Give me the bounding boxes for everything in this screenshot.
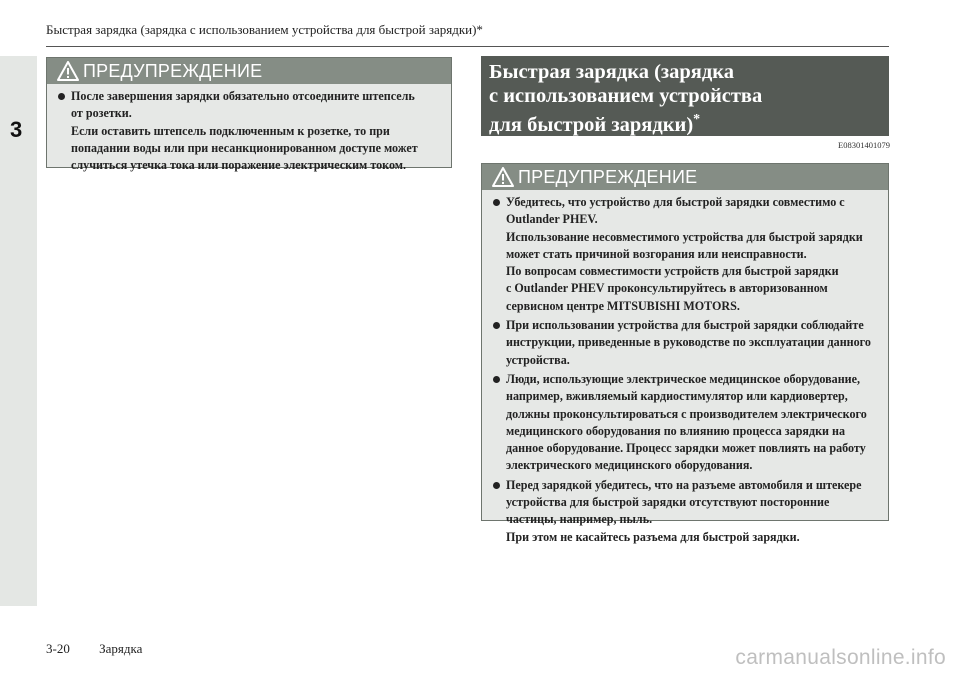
warning-line: Люди, использующие электрическое медицинское оборудование, <box>506 371 861 386</box>
section-title-line <box>489 108 881 137</box>
warning-line: данное оборудование. Процесс зарядки может повлиять на работу <box>506 441 866 456</box>
warning-line: попадании воды или при несанкционированном доступе может <box>71 140 418 155</box>
warning-triangle-icon <box>57 61 79 81</box>
warning-line: медицинского оборудования по влиянию процесса зарядки на <box>506 423 846 438</box>
warning-line: Убедитесь, что устройство для быстрой зарядки совместимо с <box>506 195 845 209</box>
warning-header <box>482 164 888 190</box>
warning-line: от розетки. <box>71 106 132 121</box>
warning-line: Перед зарядкой убедитесь, что на разъеме автомобиля и штекере <box>506 477 862 492</box>
warning-body <box>482 190 888 552</box>
chapter-number: 3 <box>10 117 23 142</box>
section-title-banner <box>481 56 889 136</box>
warning-bullet <box>492 477 880 546</box>
warning-bullet <box>492 371 880 475</box>
warning-line: должны проконсультироваться с производителем электрического <box>506 406 867 421</box>
page-footer <box>46 641 142 657</box>
warning-line: инструкции, приведенные в руководстве по эксплуатации данного <box>506 335 871 350</box>
warning-line: электрического медицинского оборудования. <box>506 458 753 473</box>
page-number: 3-20 <box>46 641 70 656</box>
warning-title: ПРЕДУПРЕЖДЕНИЕ <box>518 166 698 187</box>
header-divider <box>46 46 889 47</box>
warning-line: Использование несовместимого устройства для быстрой зарядки <box>506 229 863 244</box>
warning-line: с Outlander PHEV проконсультируйтесь в авторизованном <box>506 281 828 296</box>
section-title-line: Быстрая зарядка (зарядка <box>489 61 734 83</box>
warning-line: По вопросам совместимости устройств для быстрой зарядки <box>506 264 839 279</box>
warning-line: сервисном центре MITSUBISHI MOTORS. <box>506 298 740 313</box>
warning-line: устройства. <box>506 352 570 367</box>
warning-line: Если оставить штепсель подключенным к розетке, то при <box>71 123 390 138</box>
warning-body <box>47 84 451 180</box>
running-header: Быстрая зарядка (зарядка с использованием устройства для быстрой зарядки)* <box>46 22 483 37</box>
warning-box-left <box>46 57 452 173</box>
warning-line: При этом не касайтесь разъема для быстрой зарядки. <box>506 529 800 544</box>
watermark: carmanualsonline.info <box>735 646 946 669</box>
warning-line: частицы, например, пыль. <box>506 512 653 527</box>
section-title-line: с использованием устройства <box>489 85 763 107</box>
warning-header <box>47 58 451 84</box>
warning-line: может стать причиной возгорания или неисправности. <box>506 246 807 261</box>
warning-line: Outlander PHEV. <box>506 212 598 227</box>
warning-line: После завершения зарядки обязательно отсоедините штепсель <box>71 89 415 103</box>
warning-line: устройства для быстрой зарядки отсутствуют посторонние <box>506 495 830 510</box>
warning-triangle-icon <box>492 167 514 187</box>
warning-bullet <box>492 317 880 369</box>
footer-section: Зарядка <box>99 641 143 656</box>
warning-line: При использовании устройства для быстрой зарядки соблюдайте <box>506 318 864 333</box>
warning-bullet <box>492 194 880 315</box>
warning-title: ПРЕДУПРЕЖДЕНИЕ <box>83 60 263 81</box>
warning-line: например, вживляемый кардиостимулятор или кардиовертер, <box>506 389 848 404</box>
section-code: E08301401079 <box>838 140 890 150</box>
warning-box-right <box>481 163 889 544</box>
warning-bullet <box>57 88 443 174</box>
section-title-text: для быстрой зарядки) <box>489 113 694 136</box>
warning-line: случиться утечка тока или поражение электрическим током. <box>71 158 407 173</box>
section-title-mark: * <box>693 112 701 127</box>
